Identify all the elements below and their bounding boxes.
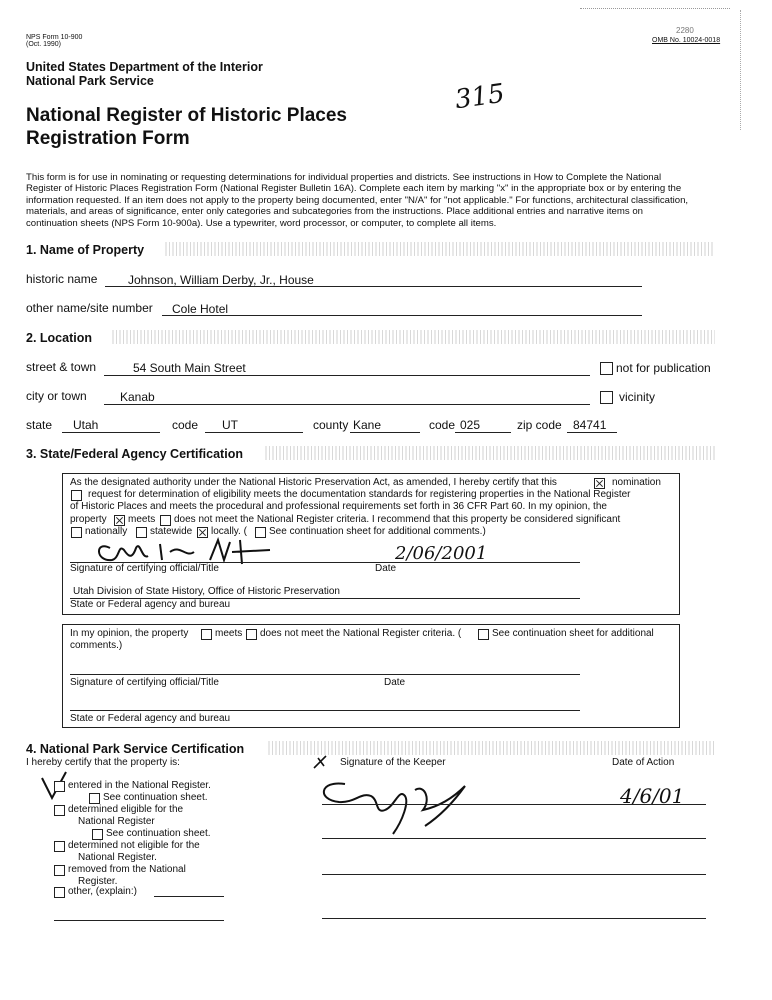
meets-checkbox[interactable] bbox=[114, 515, 125, 526]
cert-line4a: property bbox=[70, 514, 107, 525]
not-eligible-label1: determined not eligible for the bbox=[68, 840, 200, 851]
keeper-line1 bbox=[322, 804, 706, 805]
street-label: street & town bbox=[26, 360, 97, 374]
keeper-signature bbox=[315, 770, 485, 840]
omb-number: OMB No. 10024-0018 bbox=[652, 37, 721, 44]
not-eligible-checkbox[interactable] bbox=[54, 841, 65, 852]
meets-label: meets bbox=[128, 514, 156, 525]
cert-text-line1 bbox=[70, 477, 557, 489]
county-field[interactable]: Kane bbox=[353, 418, 382, 432]
street-line bbox=[104, 375, 590, 376]
state-code-field[interactable]: UT bbox=[222, 418, 238, 432]
see-cont2-label: See continuation sheet. bbox=[106, 828, 211, 839]
removed-label1: removed from the National bbox=[68, 864, 186, 875]
eligible-label2: National Register bbox=[78, 816, 155, 827]
removed-label2: Register. bbox=[78, 876, 118, 887]
zip-field[interactable]: 84741 bbox=[573, 418, 607, 432]
street-field[interactable]: 54 South Main Street bbox=[133, 361, 246, 375]
keeper-line4 bbox=[322, 918, 706, 919]
service: National Park Service bbox=[26, 74, 154, 88]
removed-checkbox[interactable] bbox=[54, 865, 65, 876]
see-cont1-checkbox[interactable] bbox=[89, 793, 100, 804]
scan-edge bbox=[740, 10, 741, 130]
page-title: National Register of Historic Places bbox=[26, 105, 347, 126]
city-field[interactable]: Kanab bbox=[120, 390, 155, 404]
section4-intro: I hereby certify that the property is: bbox=[26, 757, 180, 768]
opinion-date-label: Date bbox=[384, 677, 406, 688]
other-name-field[interactable]: Cole Hotel bbox=[172, 302, 229, 316]
cert-line3: of Historic Places and meets the procedural and professional requirements set forth in 36 CFR Part 60. In my opinion, the bbox=[70, 501, 607, 512]
see-continuation-label: See continuation sheet for additional comments.) bbox=[269, 526, 486, 537]
keeper-line3 bbox=[322, 874, 706, 875]
page-subtitle: Registration Form bbox=[26, 128, 190, 149]
state-line bbox=[62, 432, 160, 433]
section4-heading: 4. National Park Service Certification bbox=[26, 742, 245, 756]
does-not-meet-checkbox[interactable] bbox=[160, 515, 171, 526]
request-checkbox[interactable] bbox=[71, 490, 82, 501]
zip-line bbox=[567, 432, 617, 433]
opinion-see-continuation-checkbox[interactable] bbox=[478, 629, 489, 640]
state-agency-label: State or Federal agency and bureau bbox=[70, 599, 231, 610]
city-label: city or town bbox=[26, 389, 87, 403]
other-explain-line bbox=[154, 896, 224, 897]
city-line bbox=[104, 404, 590, 405]
section2-bar bbox=[112, 330, 715, 344]
signature-date-value: 2/06/2001 bbox=[395, 543, 488, 564]
opinion-d: comments.) bbox=[70, 640, 123, 651]
cert-line2: request for determination of eligibility meets the documentation standards for registering properties in the National Register bbox=[88, 489, 631, 500]
cert-line4b: does not meet the National Register criteria. I recommend that this property be considered significant bbox=[174, 514, 621, 525]
nomination-checkbox[interactable] bbox=[594, 478, 605, 489]
locally-label: locally. ( bbox=[211, 526, 247, 537]
other-name-line bbox=[162, 315, 642, 316]
not-for-publication-label: not for publication bbox=[616, 361, 711, 375]
instr-line: continuation sheets (NPS Form 10-900a). Use a typewriter, word processor, or computer, to complete all items. bbox=[26, 217, 497, 229]
action-label: Date of Action bbox=[612, 757, 675, 768]
instr-line: information requested. If an item does not apply to the property being documented, enter "N/A" for "not applicable." For functions, architectural classification, bbox=[26, 194, 689, 206]
stamp-number: 2280 bbox=[676, 26, 694, 35]
instr-line: materials, and areas of significance, enter only categories and subcategories from the instructions. Place additional entries and narrative items on bbox=[26, 206, 643, 218]
nomination-label: nomination bbox=[612, 477, 661, 488]
instructions bbox=[26, 172, 726, 229]
instr-line: Register of Historic Places Registration Form (National Register Bulletin 16A). Complete each item by marking "x" in the appropriate box or by entering the bbox=[26, 183, 682, 195]
state-signature-label: Signature of certifying official/Title bbox=[70, 563, 219, 574]
other-explain-line2 bbox=[54, 920, 224, 921]
vicinity-checkbox[interactable] bbox=[600, 391, 613, 404]
opinion-does-not-meet-checkbox[interactable] bbox=[246, 629, 257, 640]
section3-heading: 3. State/Federal Agency Certification bbox=[26, 447, 243, 461]
section1-heading: 1. Name of Property bbox=[26, 243, 145, 257]
entered-checkbox[interactable] bbox=[54, 781, 65, 792]
opinion-a: In my opinion, the property bbox=[70, 628, 189, 639]
other-checkbox[interactable] bbox=[54, 887, 65, 898]
opinion-c: See continuation sheet for additional bbox=[492, 628, 654, 639]
not-for-publication-checkbox[interactable] bbox=[600, 362, 613, 375]
keeper-line2 bbox=[322, 838, 706, 839]
county-line bbox=[350, 432, 420, 433]
see-cont2-checkbox[interactable] bbox=[92, 829, 103, 840]
county-code-line bbox=[455, 432, 511, 433]
state-field[interactable]: Utah bbox=[73, 418, 99, 432]
opinion-signature-label: Signature of certifying official/Title bbox=[70, 677, 219, 688]
section4-bar bbox=[268, 741, 715, 755]
opinion-b: does not meet the National Register criteria. ( bbox=[260, 628, 462, 639]
eligible-label1: determined eligible for the bbox=[68, 804, 184, 815]
nationally-checkbox[interactable] bbox=[71, 527, 82, 538]
section1-bar bbox=[165, 242, 715, 256]
keeper-label: Signature of the Keeper bbox=[340, 757, 446, 768]
state-label: state bbox=[26, 418, 53, 432]
section2-heading: 2. Location bbox=[26, 331, 92, 345]
cert-line1a: As the designated authority under the National Historic Preservation Act, as amended, I hereby certify that this bbox=[70, 477, 557, 488]
other-label: other, (explain:) bbox=[68, 886, 137, 897]
county-code-label: code bbox=[429, 418, 456, 432]
other-name-label: other name/site number bbox=[26, 301, 153, 315]
department: United States Department of the Interior bbox=[26, 60, 263, 74]
opinion-meets-checkbox[interactable] bbox=[201, 629, 212, 640]
opinion-signature-line bbox=[70, 674, 580, 675]
section3-bar bbox=[265, 446, 715, 460]
see-cont1-label: See continuation sheet. bbox=[103, 792, 208, 803]
opinion-agency-label: State or Federal agency and bureau bbox=[70, 713, 231, 724]
action-date-value: 4/6/01 bbox=[620, 784, 685, 808]
zip-label: zip code bbox=[517, 418, 562, 432]
not-eligible-label2: National Register. bbox=[78, 852, 157, 863]
form-number: NPS Form 10-900 bbox=[26, 34, 83, 41]
state-date-label: Date bbox=[375, 563, 397, 574]
historic-name-field[interactable]: Johnson, William Derby, Jr., House bbox=[128, 273, 314, 287]
opinion-agency-line bbox=[70, 710, 580, 711]
vicinity-label: vicinity bbox=[619, 390, 656, 404]
historic-name-label: historic name bbox=[26, 272, 98, 286]
handwritten-number: 315 bbox=[453, 78, 507, 116]
scan-dots bbox=[580, 8, 730, 15]
nationally-label: nationally bbox=[85, 526, 128, 537]
county-label: county bbox=[313, 418, 349, 432]
entered-label: entered in the National Register. bbox=[68, 780, 211, 791]
opinion-meets-label: meets bbox=[215, 628, 243, 639]
eligible-checkbox[interactable] bbox=[54, 805, 65, 816]
statewide-label: statewide bbox=[150, 526, 193, 537]
county-code-field[interactable]: 025 bbox=[460, 418, 481, 432]
state-agency-name: Utah Division of State History, Office of Historic Preservation bbox=[73, 586, 340, 597]
form-date: (Oct. 1990) bbox=[26, 41, 62, 48]
state-code-label: code bbox=[172, 418, 199, 432]
state-code-line bbox=[205, 432, 303, 433]
instr-line: This form is for use in nominating or requesting determinations for individual properties and districts. See instructions in How to Complete the National bbox=[26, 172, 662, 183]
